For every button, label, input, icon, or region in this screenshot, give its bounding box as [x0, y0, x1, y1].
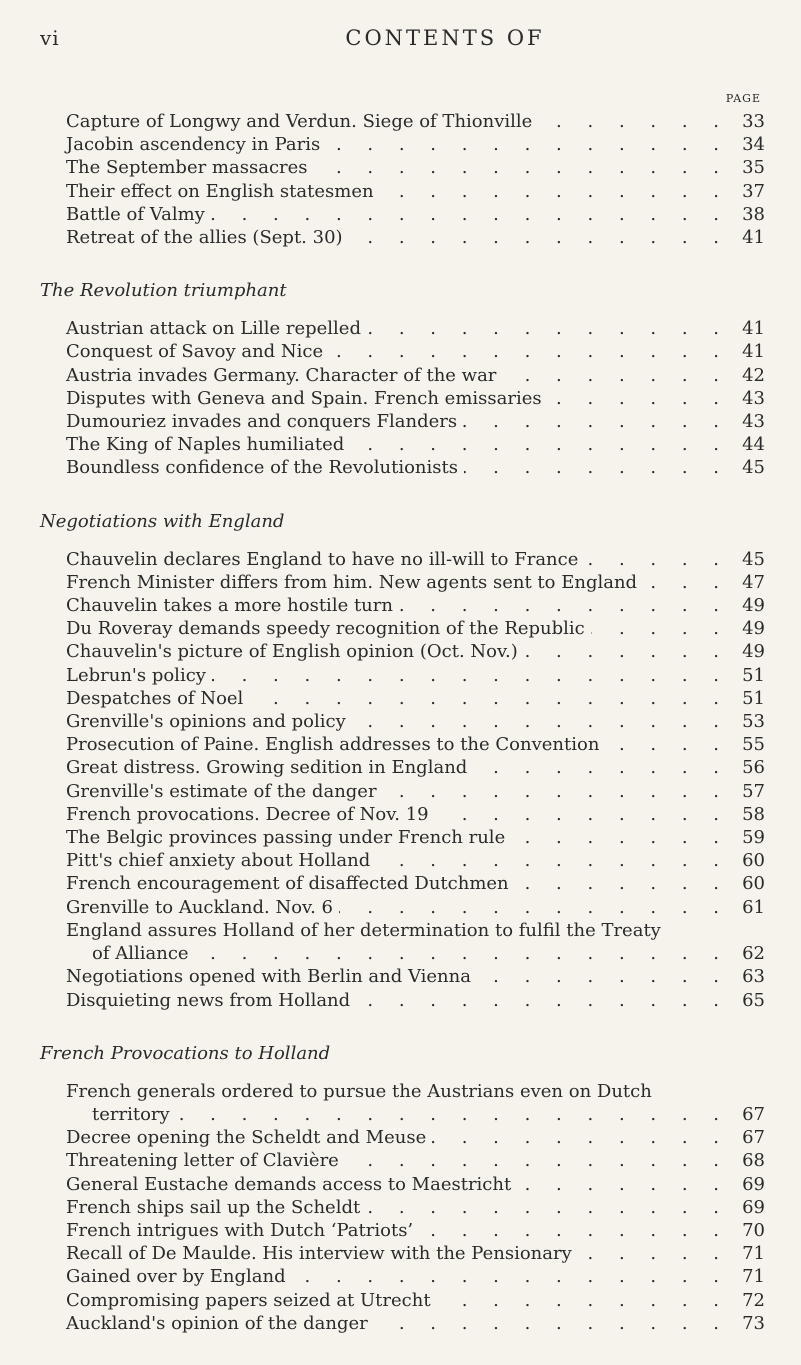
- entry-page-number: 53: [742, 711, 765, 733]
- dot-leader: [339, 896, 729, 919]
- entry-text: Auckland's opinion of the danger: [66, 1312, 368, 1334]
- entry-text: Great distress. Growing sedition in England: [66, 757, 468, 779]
- entry-text: Grenville to Auckland. Nov. 6: [66, 896, 333, 918]
- entry-page-number: 41: [742, 318, 765, 340]
- dot-leader: [367, 317, 729, 340]
- dot-leader: [345, 1149, 729, 1172]
- entry-text: Capture of Longwy and Verdun. Siege of Thionville: [66, 111, 533, 132]
- toc-entry: [66, 1265, 765, 1288]
- entry-text: Disquieting news from Holland: [66, 989, 351, 1011]
- entry-page-number: 71: [742, 1243, 765, 1265]
- toc-entry: [66, 1289, 765, 1312]
- entry-page-number: 70: [742, 1219, 765, 1241]
- entry-list: [66, 110, 765, 249]
- toc-entry: [66, 826, 765, 849]
- entry-page-number: 47: [742, 571, 765, 593]
- entry-text: Dumouriez invades and conquers Flanders: [66, 411, 458, 433]
- toc-entry: [66, 387, 765, 410]
- entry-page-number: 43: [742, 411, 765, 433]
- toc-entry: [66, 456, 765, 479]
- toc-section: [40, 279, 765, 479]
- dot-leader: [515, 872, 729, 895]
- entry-text: Lebrun's policy: [66, 664, 206, 686]
- entry-text: Chauvelin's picture of English opinion (Oct. Nov.): [66, 641, 518, 663]
- entry-text: French intrigues with Dutch ‘Patriots’: [66, 1219, 414, 1241]
- entry-page-number: 56: [742, 757, 765, 779]
- entry-page-number: 65: [742, 989, 765, 1011]
- toc-entry: [66, 849, 765, 872]
- dot-leader: [399, 594, 729, 617]
- toc-entry: [66, 989, 765, 1012]
- entry-page-number: 69: [742, 1196, 765, 1218]
- entry-page-number: 68: [742, 1150, 765, 1172]
- toc-entry: [66, 1242, 765, 1265]
- dot-leader: [176, 1103, 729, 1126]
- entry-text: Battle of Valmy: [66, 203, 205, 225]
- dot-leader: [432, 1126, 729, 1149]
- toc-entry: [66, 317, 765, 340]
- entry-text: Austrian attack on Lille repelled: [66, 318, 361, 340]
- dot-leader: [548, 387, 729, 410]
- dot-leader: [356, 989, 729, 1012]
- dot-leader: [350, 433, 729, 456]
- dot-leader: [578, 1242, 729, 1265]
- entry-page-number: 42: [742, 364, 765, 386]
- dot-leader: [477, 965, 729, 988]
- running-title: CONTENTS OF: [345, 26, 545, 50]
- entry-page-number: 51: [742, 687, 765, 709]
- toc-entry: [66, 640, 765, 663]
- toc-entry: [66, 965, 765, 988]
- toc-entry: [66, 203, 765, 226]
- toc-section: [40, 510, 765, 1012]
- toc-entry: [66, 1219, 765, 1242]
- entry-text: Du Roveray demands speedy recognition of the Republic: [66, 618, 585, 640]
- entry-text: Grenville's estimate of the danger: [66, 780, 377, 802]
- entry-page-number: 51: [742, 664, 765, 686]
- dot-leader: [352, 710, 729, 733]
- entry-text: Austria invades Germany. Character of the war: [66, 364, 497, 386]
- dot-leader: [511, 826, 729, 849]
- entry-text: The September massacres: [66, 157, 308, 179]
- entry-page-number: 73: [742, 1312, 765, 1334]
- dot-leader: [517, 1173, 729, 1196]
- toc-entry: [66, 872, 765, 895]
- toc-entry: [66, 156, 765, 179]
- entry-text: Jacobin ascendency in Paris: [66, 134, 321, 156]
- entry-text: French generals ordered to pursue the Austrians even on Dutch: [66, 1080, 652, 1102]
- dot-leader: [591, 617, 729, 640]
- entry-page-number: 41: [742, 227, 765, 249]
- entry-page-number: 34: [742, 134, 765, 156]
- entry-page-number: 58: [742, 803, 765, 825]
- entry-page-number: 59: [742, 827, 765, 849]
- entry-page-number: 55: [742, 734, 765, 756]
- toc-entry: [66, 1196, 765, 1219]
- toc-entry: [66, 1312, 765, 1335]
- toc-entry: [66, 433, 765, 456]
- entry-text: Retreat of the allies (Sept. 30): [66, 227, 343, 249]
- dot-leader: [419, 1219, 729, 1242]
- dot-leader: [464, 456, 729, 479]
- entry-list: [66, 317, 765, 479]
- toc-entry: [66, 756, 765, 779]
- toc-entry: [66, 133, 765, 156]
- entry-text: French Minister differs from him. New agents sent to England: [66, 571, 638, 593]
- entry-text: French provocations. Decree of Nov. 19: [66, 803, 429, 825]
- table-of-contents: [40, 110, 765, 1365]
- entry-page-number: 45: [742, 457, 765, 479]
- dot-leader: [326, 133, 729, 156]
- toc-entry: [66, 110, 765, 133]
- toc-entry: [66, 803, 765, 826]
- entry-list: [66, 548, 765, 1012]
- entry-page-number: 71: [742, 1266, 765, 1288]
- entry-text: Disputes with Geneva and Spain. French emissaries: [66, 387, 542, 409]
- entry-text: England assures Holland of her determination to fulfil the Treaty: [66, 919, 661, 941]
- entry-page-number: 49: [742, 595, 765, 617]
- entry-text: Negotiations opened with Berlin and Vienna: [66, 966, 471, 988]
- entry-page-number: 69: [742, 1173, 765, 1195]
- entry-text: Chauvelin declares England to have no ill-will to France: [66, 548, 579, 570]
- toc-entry: [66, 919, 765, 965]
- toc-entry: [66, 1149, 765, 1172]
- entry-page-number: 44: [742, 434, 765, 456]
- entry-text: Decree opening the Scheldt and Meuse: [66, 1127, 427, 1149]
- dot-leader: [349, 226, 729, 249]
- toc-entry: [66, 340, 765, 363]
- entry-text: Recall of De Maulde. His interview with the Pensionary: [66, 1243, 572, 1265]
- dot-leader: [380, 180, 729, 203]
- entry-page-number: 67: [742, 1127, 765, 1149]
- entry-page-number: 33: [742, 111, 765, 132]
- entry-text: French encouragement of disaffected Dutchmen: [66, 873, 509, 895]
- dot-leader: [195, 942, 729, 965]
- entry-text: Compromising papers seized at Utrecht: [66, 1289, 431, 1311]
- dot-leader: [212, 664, 729, 687]
- entry-page-number: 72: [742, 1289, 765, 1311]
- entry-text: Threatening letter of Clavière: [66, 1150, 339, 1172]
- toc-entry: [66, 594, 765, 617]
- entry-text: The Belgic provinces passing under French rule: [66, 827, 506, 849]
- section-title: French Provocations to Holland: [40, 1042, 331, 1064]
- entry-text: Chauvelin takes a more hostile turn: [66, 595, 393, 617]
- entry-text: Pitt's chief anxiety about Holland: [66, 850, 371, 872]
- dot-leader: [383, 780, 729, 803]
- dot-leader: [435, 803, 729, 826]
- dot-leader: [376, 849, 729, 872]
- entry-page-number: 43: [742, 387, 765, 409]
- dot-leader: [329, 340, 729, 363]
- entry-page-number: 61: [742, 896, 765, 918]
- entry-text: The King of Naples humiliated: [66, 434, 345, 456]
- toc-entry: [66, 733, 765, 756]
- toc-entry: [66, 548, 765, 571]
- entry-text: Gained over by England: [66, 1266, 286, 1288]
- toc-section: [40, 110, 765, 249]
- dot-leader: [524, 640, 729, 663]
- entry-text: French ships sail up the Scheldt: [66, 1196, 361, 1218]
- toc-entry: [66, 710, 765, 733]
- page-number: vi: [40, 26, 60, 50]
- toc-entry: [66, 1173, 765, 1196]
- section-title: The Revolution triumphant: [40, 280, 287, 302]
- entry-text-continuation: of Alliance: [92, 943, 189, 965]
- page-header: [40, 26, 800, 54]
- entry-page-number: 49: [742, 641, 765, 663]
- toc-entry: [66, 571, 765, 594]
- toc-entry: [66, 617, 765, 640]
- entry-page-number: 37: [742, 180, 765, 202]
- dot-leader: [211, 203, 729, 226]
- entry-page-number: 67: [742, 1103, 765, 1125]
- entry-page-number: 60: [742, 873, 765, 895]
- entry-list: [66, 1080, 765, 1335]
- entry-page-number: 60: [742, 850, 765, 872]
- entry-page-number: 57: [742, 780, 765, 802]
- toc-entry: [66, 687, 765, 710]
- toc-entry: [66, 896, 765, 919]
- dot-leader: [314, 156, 729, 179]
- dot-leader: [366, 1196, 729, 1219]
- toc-entry: [66, 226, 765, 249]
- dot-leader: [249, 687, 729, 710]
- dot-leader: [502, 364, 729, 387]
- dot-leader: [473, 756, 729, 779]
- dot-leader: [538, 110, 729, 133]
- entry-text: General Eustache demands access to Maestricht: [66, 1173, 512, 1195]
- entry-page-number: 49: [742, 618, 765, 640]
- entry-text: Grenville's opinions and policy: [66, 711, 346, 733]
- dot-leader: [292, 1265, 729, 1288]
- dot-leader: [643, 571, 729, 594]
- entry-text: Conquest of Savoy and Nice: [66, 341, 324, 363]
- toc-entry: [66, 1126, 765, 1149]
- entry-page-number: 38: [742, 203, 765, 225]
- entry-text: Prosecution of Paine. English addresses to the Convention: [66, 734, 600, 756]
- entry-page-number: 62: [742, 943, 765, 965]
- toc-entry: [66, 410, 765, 433]
- entry-text: Boundless confidence of the Revolutionists: [66, 457, 458, 479]
- dot-leader: [605, 733, 729, 756]
- page-column-label: PAGE: [725, 92, 761, 105]
- dot-leader: [374, 1312, 729, 1335]
- toc-entry: [66, 780, 765, 803]
- entry-text: Their effect on English statesmen: [66, 180, 374, 202]
- toc-entry: [66, 180, 765, 203]
- dot-leader: [463, 410, 729, 433]
- section-title: Negotiations with England: [40, 510, 285, 532]
- toc-section: [40, 1042, 765, 1335]
- entry-text-continuation: territory: [92, 1103, 170, 1125]
- dot-leader: [584, 548, 729, 571]
- toc-entry: [66, 364, 765, 387]
- toc-entry: [66, 664, 765, 687]
- entry-page-number: 41: [742, 341, 765, 363]
- entry-page-number: 45: [742, 548, 765, 570]
- entry-page-number: 63: [742, 966, 765, 988]
- toc-entry: [66, 1080, 765, 1126]
- entry-text: Despatches of Noel: [66, 687, 244, 709]
- dot-leader: [437, 1289, 729, 1312]
- entry-page-number: 35: [742, 157, 765, 179]
